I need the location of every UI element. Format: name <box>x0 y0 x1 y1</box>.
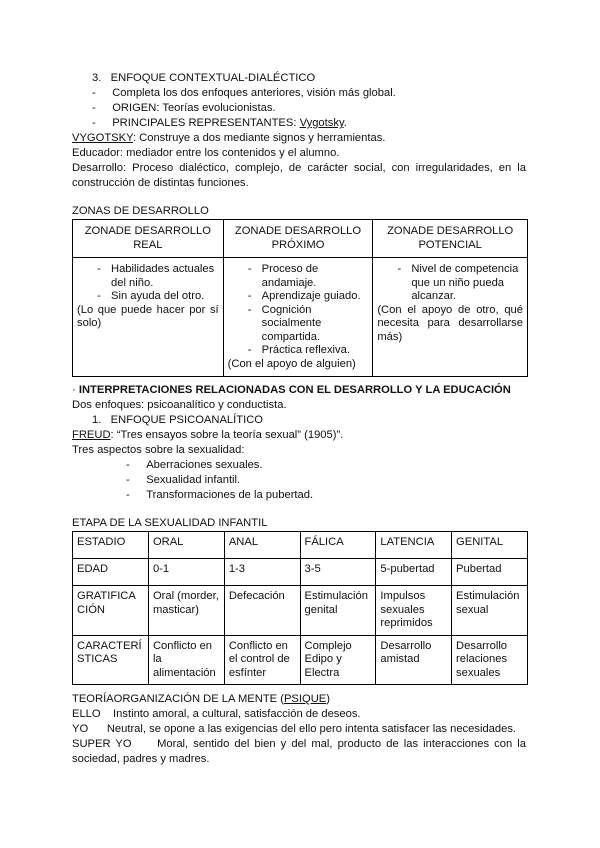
table-cell: GRATIFICA CIÓN <box>73 586 149 636</box>
zona-potencial-cell <box>373 258 528 377</box>
zona-real-note: (Lo que puede hacer por sí solo) <box>77 303 219 329</box>
zonas-body-row <box>73 258 528 377</box>
heading-number: 1. <box>92 414 102 426</box>
table-cell: Estimulación sexual <box>452 586 528 636</box>
list-item: - Aprendizaje guiado. <box>247 290 361 302</box>
ello-label: ELLO <box>72 708 101 720</box>
table-row <box>73 586 528 636</box>
bullet-text: ORIGEN: Teorías evolucionistas. <box>112 102 276 114</box>
table-cell: EDAD <box>73 559 149 586</box>
superyo-line <box>72 737 526 752</box>
zona-proximo-note: (Con el apoyo de alguien) <box>227 357 356 370</box>
yo-text: Neutral, se opone a las exigencias del ello pero intenta satisfacer las necesidades. <box>106 723 517 735</box>
table-cell: Impulsos sexuales reprimidos <box>376 586 452 636</box>
section3-bullet-2: - ORIGEN: Teorías evolucionistas. <box>92 102 276 114</box>
zona-proximo-cell <box>223 258 373 377</box>
zona-real-cell <box>73 258 224 377</box>
etapa-title: ETAPA DE LA SEXUALIDAD INFANTIL <box>72 517 268 529</box>
interpretaciones-heading <box>72 383 511 398</box>
table-cell: Defecación <box>224 586 300 636</box>
table-cell: 0-1 <box>148 559 224 586</box>
section3-bullet-3: - PRINCIPALES REPRESENTANTES: Vygotsky. <box>92 117 347 129</box>
ello-line <box>72 707 361 722</box>
table-cell: 3-5 <box>300 559 376 586</box>
aspecto-item: - Transformaciones de la pubertad. <box>126 489 314 501</box>
table-cell: 5-pubertad <box>376 559 452 586</box>
section3-bullet-1: - Completa los dos enfoques anteriores, visión más global. <box>92 87 396 99</box>
zonas-header-real: ZONADE DESARROLLO REAL <box>73 220 224 258</box>
table-row <box>73 559 528 586</box>
zonas-table <box>72 219 528 377</box>
table-cell: Pubertad <box>452 559 528 586</box>
list-item: - Habilidades actuales del niño. <box>97 263 215 289</box>
table-cell: Conflicto en el control de esfínter <box>224 635 300 685</box>
zonas-title: ZONAS DE DESARROLLO <box>72 205 209 217</box>
teoria-title <box>72 692 330 707</box>
superyo-text: Moral, sentido del bien y del mal, producto de las interacciones con la <box>157 738 526 750</box>
vygotsky-link[interactable]: Vygotsky <box>299 117 344 129</box>
bullet-text: PRINCIPALES REPRESENTANTES: <box>112 117 300 129</box>
title-end: ) <box>326 693 330 705</box>
table-cell: LATENCIA <box>376 532 452 559</box>
heading-text: ENFOQUE PSICOANALÍTICO <box>110 414 263 426</box>
table-cell: 1-3 <box>224 559 300 586</box>
table-cell: Desarrollo relaciones sexuales <box>452 635 528 685</box>
zonas-header-potencial: ZONADE DESARROLLO POTENCIAL <box>373 220 528 258</box>
zonas-header-row <box>73 220 528 258</box>
tres-aspectos-line: Tres aspectos sobre la sexualidad: <box>72 444 245 456</box>
heading-number: 3. <box>92 72 102 84</box>
freud-name: FREUD <box>72 429 111 441</box>
bullet-text: Completa los dos enfoques anteriores, visión más global. <box>112 87 396 99</box>
table-cell: ANAL <box>224 532 300 559</box>
interpretaciones-intro: Dos enfoques: psicoanalítico y conductista. <box>72 399 287 411</box>
table-cell: Desarrollo amistad <box>376 635 452 685</box>
list-item: - Nivel de competencia que un niño pueda alcanzar. <box>397 263 519 302</box>
yo-label: YO <box>72 723 89 735</box>
section3-heading <box>92 71 315 86</box>
yo-line <box>72 722 516 737</box>
table-cell: ESTADIO <box>73 532 149 559</box>
table-cell: GENITAL <box>452 532 528 559</box>
table-row <box>73 635 528 685</box>
freud-text: : “Tres ensayos sobre la teoría sexual” (1905)”. <box>110 429 344 441</box>
vygotsky-text: : Construye a dos mediante signos y herramientas. <box>132 132 386 144</box>
ello-text: Instinto amoral, a cultural, satisfacción de deseos. <box>113 708 361 720</box>
desarrollo-line-1: Desarrollo: Proceso dialéctico, complejo, de carácter social, con irregularidades, en la <box>72 162 526 174</box>
table-cell: Estimulación genital <box>300 586 376 636</box>
list-item: - Sin ayuda del otro. <box>97 290 205 302</box>
list-item: - Cognición socialmente compartida. <box>247 303 322 343</box>
table-row <box>73 532 528 559</box>
list-item: - Proceso de andamiaje. <box>247 263 319 289</box>
list-item: - Práctica reflexiva. <box>247 344 350 356</box>
table-cell: FÁLICA <box>300 532 376 559</box>
aspecto-item: - Sexualidad infantil. <box>126 474 241 486</box>
zonas-header-proximo: ZONADE DESARROLLO PRÓXIMO <box>223 220 373 258</box>
heading-text: ENFOQUE CONTEXTUAL-DIALÉCTICO <box>110 72 316 84</box>
table-cell: Complejo Edipo y Electra <box>300 635 376 685</box>
superyo-label: SUPER YO <box>72 738 132 750</box>
superyo-text-2: sociedad, padres y madres. <box>72 753 210 765</box>
vygotsky-line <box>72 131 385 146</box>
enfoque-psicoanalitico-heading <box>92 413 263 428</box>
psique-link[interactable]: PSIQUE <box>283 693 327 705</box>
table-cell: CARACTERÍ STICAS <box>73 635 149 685</box>
table-cell: Conflicto en la alimentación <box>148 635 224 685</box>
table-cell: ORAL <box>148 532 224 559</box>
educador-line: Educador: mediador entre los contenidos y el alumno. <box>72 147 340 159</box>
freud-line <box>72 428 343 443</box>
period: . <box>343 117 347 129</box>
etapa-table <box>72 531 528 685</box>
desarrollo-line-2: construcción de distintas funciones. <box>72 177 249 189</box>
zona-potencial-note: (Con el apoyo de otro, qué necesita para desarrollarse más) <box>377 303 523 343</box>
heading-bullet: · <box>72 384 79 396</box>
title-text: TEORÍAORGANIZACIÓN DE LA MENTE ( <box>72 693 284 705</box>
heading-text: INTERPRETACIONES RELACIONADAS CON EL DESARROLLO Y LA EDUCACIÓN <box>78 384 511 396</box>
vygotsky-name: VYGOTSKY <box>72 132 133 144</box>
table-cell: Oral (morder, masticar) <box>148 586 224 636</box>
aspecto-item: - Aberraciones sexuales. <box>126 459 263 471</box>
